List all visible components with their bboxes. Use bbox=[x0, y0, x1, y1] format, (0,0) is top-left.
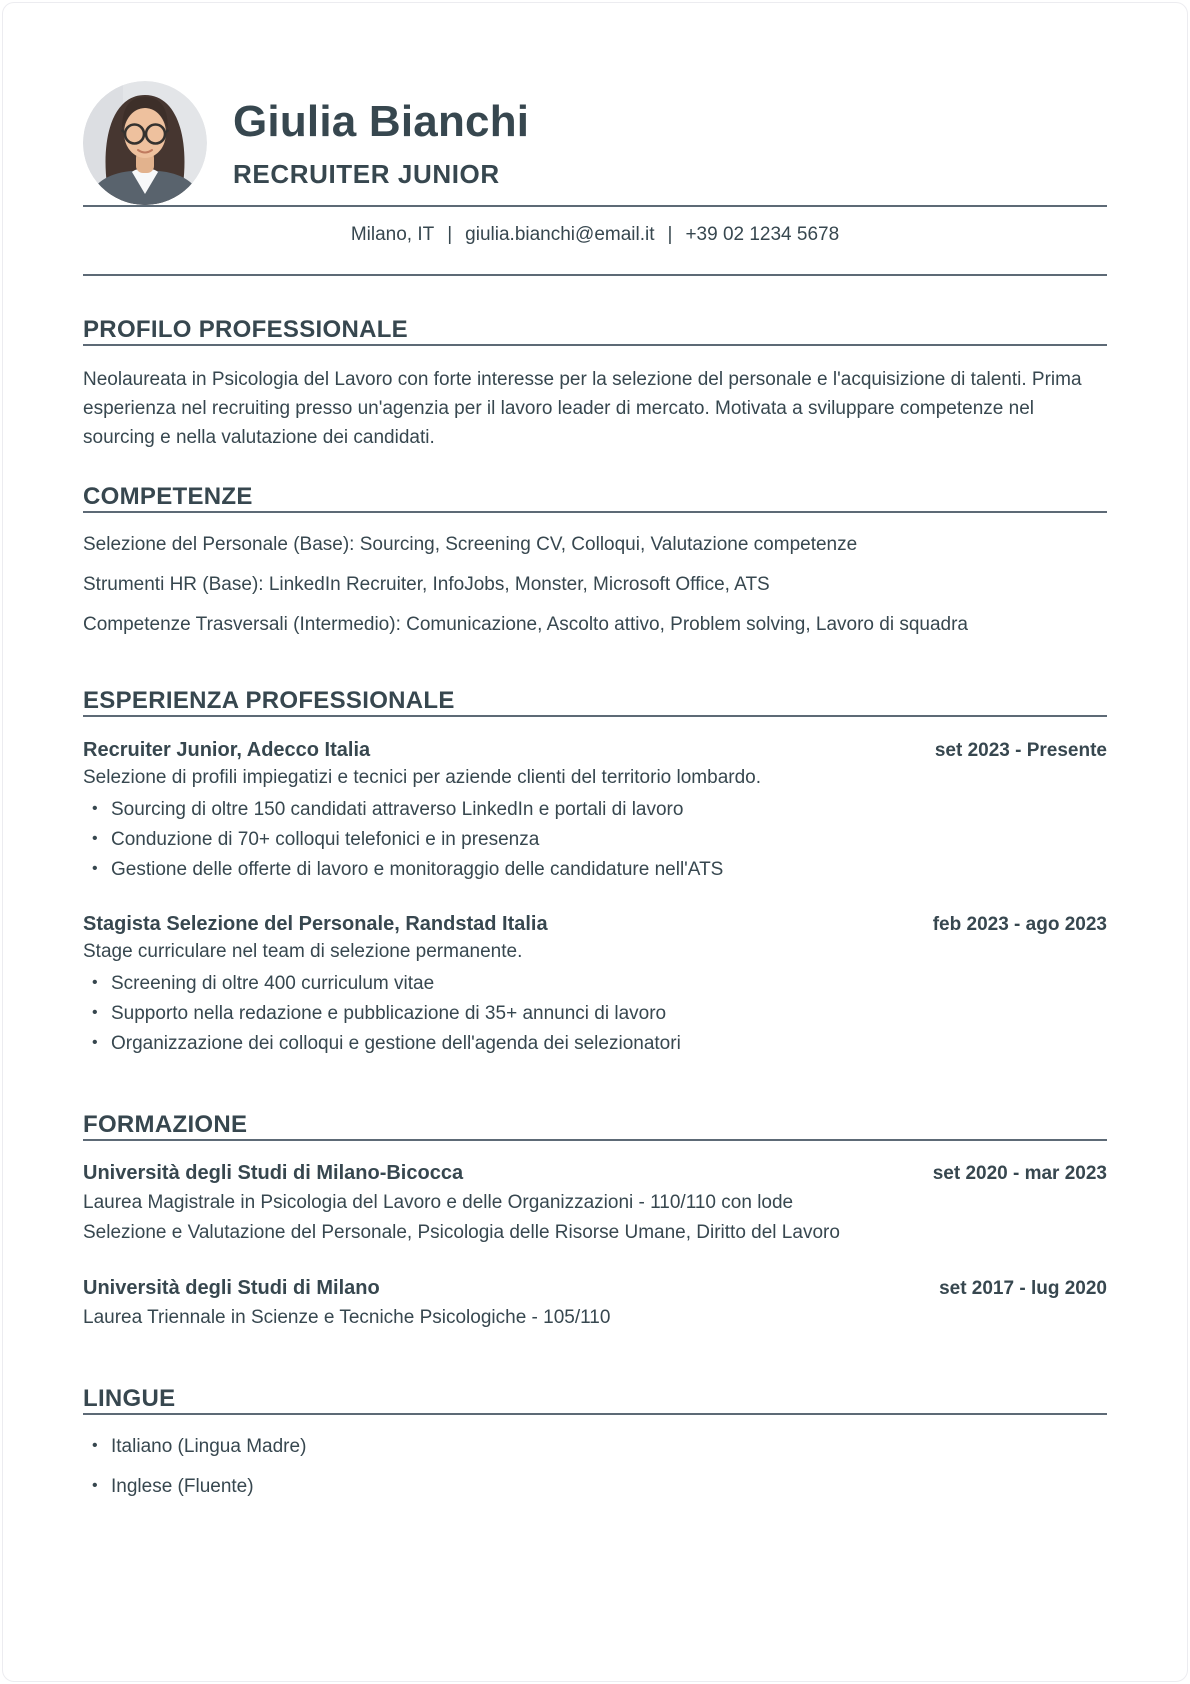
section-divider bbox=[83, 715, 1107, 717]
skill-line: Strumenti HR (Base): LinkedIn Recruiter, InfoJobs, Monster, Microsoft Office, ATS bbox=[83, 574, 770, 595]
skill-line: Competenze Trasversali (Intermedio): Comunicazione, Ascolto attivo, Problem solving, Lavoro di squadra bbox=[83, 614, 968, 635]
header-divider bbox=[83, 205, 1107, 207]
portrait-photo-icon bbox=[83, 81, 207, 205]
experience-title: Stagista Selezione del Personale, Randstad Italia bbox=[83, 913, 548, 935]
education-dates: set 2020 - mar 2023 bbox=[932, 1163, 1107, 1184]
section-divider bbox=[83, 1139, 1107, 1141]
header-text bbox=[233, 98, 529, 189]
experience-bullet-list bbox=[83, 796, 1107, 883]
experience-summary: Stage curriculare nel team di selezione permanente. bbox=[83, 941, 523, 962]
section-profile bbox=[83, 315, 1107, 452]
contact-divider bbox=[83, 274, 1107, 276]
experience-bullet-list bbox=[83, 970, 1107, 1057]
section-divider bbox=[83, 511, 1107, 513]
resume-page bbox=[2, 2, 1188, 1682]
experience-bullet: • Supporto nella redazione e pubblicazione di 35+ annunci di lavoro bbox=[83, 1000, 1107, 1027]
resume-content bbox=[3, 3, 1187, 1500]
section-skills bbox=[83, 482, 1107, 638]
experience-dates: feb 2023 - ago 2023 bbox=[932, 914, 1107, 935]
section-education bbox=[83, 1110, 1107, 1332]
language-list bbox=[83, 1433, 1107, 1500]
experience-entry-header bbox=[83, 737, 1107, 764]
profile-summary-text: Neolaureata in Psicologia del Lavoro con forte interesse per la selezione del personale e l'acquisizione di talenti. Prima esperienza nel recruiting presso un'agenzia per il lavoro leader di mercato. Motivata a sviluppare competenze nel sourcing e nella valutazione dei candidati. bbox=[83, 369, 1082, 448]
education-degree: Laurea Triennale in Scienze e Tecniche Psicologiche - 105/110 bbox=[83, 1307, 611, 1328]
contact-phone: +39 02 1234 5678 bbox=[685, 224, 840, 245]
section-heading-profile: PROFILO PROFESSIONALE bbox=[83, 316, 408, 343]
education-dates: set 2017 - lug 2020 bbox=[939, 1278, 1107, 1299]
job-title: RECRUITER JUNIOR bbox=[233, 158, 500, 189]
experience-bullet: • Organizzazione dei colloqui e gestione dell'agenda dei selezionatori bbox=[83, 1030, 1107, 1057]
experience-summary: Selezione di profili impiegatizi e tecnici per aziende clienti del territorio lombardo. bbox=[83, 767, 762, 788]
skill-line: Selezione del Personale (Base): Sourcing, Screening CV, Colloqui, Valutazione competenze bbox=[83, 534, 858, 555]
section-heading-experience: ESPERIENZA PROFESSIONALE bbox=[83, 687, 455, 714]
section-experience bbox=[83, 686, 1107, 1057]
section-heading-skills: COMPETENZE bbox=[83, 483, 253, 510]
contact-separator: | bbox=[667, 224, 673, 245]
experience-bullet: • Gestione delle offerte di lavoro e monitoraggio delle candidature nell'ATS bbox=[83, 856, 1107, 883]
resume-header bbox=[83, 81, 1107, 205]
education-entry-header bbox=[83, 1160, 1107, 1187]
contact-separator: | bbox=[447, 224, 453, 245]
contact-line bbox=[83, 222, 1107, 248]
education-degree: Laurea Magistrale in Psicologia del Lavoro e delle Organizzazioni - 110/110 con lode bbox=[83, 1192, 794, 1213]
experience-entry bbox=[83, 737, 1107, 883]
experience-bullet: • Sourcing di oltre 150 candidati attraverso LinkedIn e portali di lavoro bbox=[83, 796, 1107, 823]
language-item: • Italiano (Lingua Madre) bbox=[83, 1433, 1107, 1460]
education-entry bbox=[83, 1160, 1107, 1247]
section-divider bbox=[83, 344, 1107, 346]
avatar bbox=[83, 81, 207, 205]
experience-bullet: • Conduzione di 70+ colloqui telefonici e in presenza bbox=[83, 826, 1107, 853]
experience-entry-header bbox=[83, 911, 1107, 938]
education-entry-header bbox=[83, 1275, 1107, 1302]
experience-title: Recruiter Junior, Adecco Italia bbox=[83, 739, 371, 761]
skills-list bbox=[83, 532, 1107, 638]
section-divider bbox=[83, 1413, 1107, 1415]
contact-email: giulia.bianchi@email.it bbox=[465, 224, 655, 245]
education-school: Università degli Studi di Milano-Bicocca bbox=[83, 1162, 464, 1184]
education-detail: Selezione e Valutazione del Personale, Psicologia delle Risorse Umane, Diritto del Lavoro bbox=[83, 1222, 840, 1243]
experience-dates: set 2023 - Presente bbox=[934, 740, 1107, 761]
education-school: Università degli Studi di Milano bbox=[83, 1277, 380, 1299]
section-heading-education: FORMAZIONE bbox=[83, 1111, 248, 1138]
section-languages bbox=[83, 1384, 1107, 1500]
person-name: Giulia Bianchi bbox=[233, 96, 530, 146]
section-heading-languages: LINGUE bbox=[83, 1385, 176, 1412]
experience-entry bbox=[83, 911, 1107, 1057]
education-entry bbox=[83, 1275, 1107, 1332]
contact-location: Milano, IT bbox=[350, 224, 435, 245]
experience-bullet: • Screening di oltre 400 curriculum vitae bbox=[83, 970, 1107, 997]
language-item: • Inglese (Fluente) bbox=[83, 1473, 1107, 1500]
